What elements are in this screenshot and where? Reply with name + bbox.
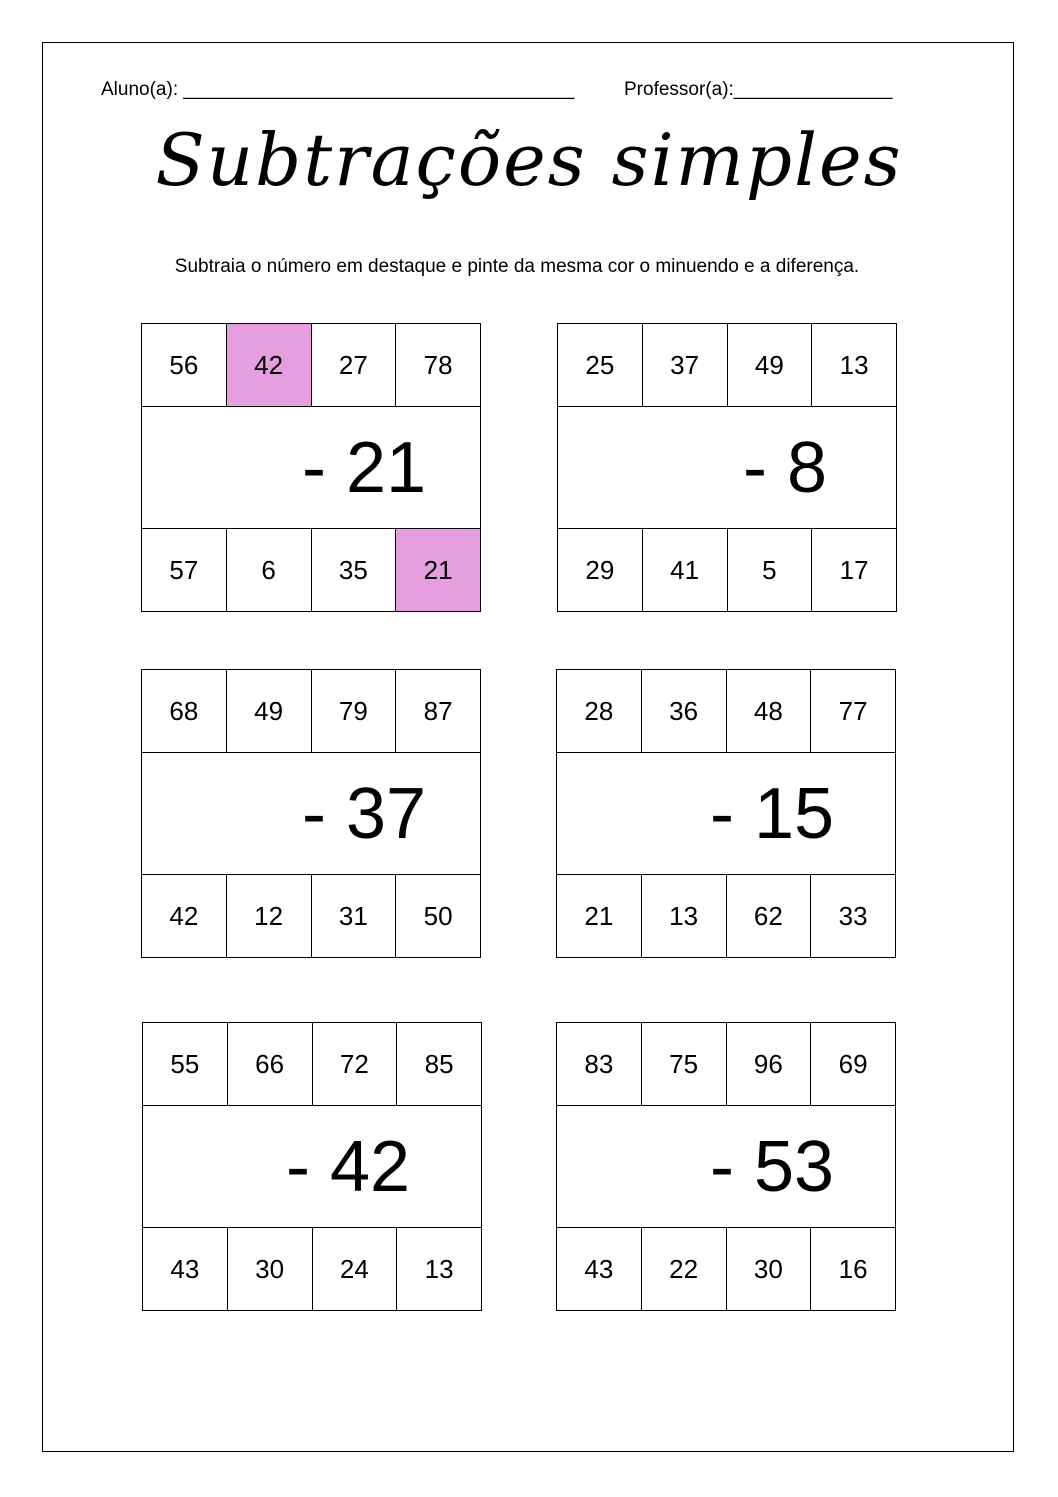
minuend-cell[interactable]: 55: [143, 1023, 228, 1105]
minuend-cell[interactable]: 48: [727, 670, 812, 752]
difference-cell[interactable]: 5: [728, 529, 813, 611]
difference-cell[interactable]: 13: [642, 875, 727, 957]
difference-cell[interactable]: 33: [838, 900, 868, 931]
difference-row: [557, 874, 895, 957]
minuend-cell[interactable]: 49: [227, 670, 312, 752]
difference-cell[interactable]: 30: [727, 1228, 812, 1310]
minuend-row: [143, 1023, 481, 1106]
subtraction-card-2: [557, 323, 897, 612]
difference-cell[interactable]: 62: [727, 875, 812, 957]
minuend-cell[interactable]: 78: [423, 349, 453, 380]
difference-cell[interactable]: 31: [312, 875, 397, 957]
difference-cell[interactable]: 13: [424, 1253, 454, 1284]
minuend-cell[interactable]: 96: [727, 1023, 812, 1105]
difference-row: [557, 1227, 895, 1310]
instruction-text: Subtraia o número em destaque e pinte da mesma cor o minuendo e a diferença.: [174, 256, 860, 277]
difference-cell[interactable]: 24: [313, 1228, 398, 1310]
minuend-cell[interactable]: 28: [557, 670, 642, 752]
minuend-row: [557, 670, 895, 753]
difference-cell[interactable]: 35: [312, 529, 397, 611]
minuend-cell[interactable]: 77: [838, 695, 868, 726]
minuend-cell[interactable]: 68: [142, 670, 227, 752]
minuend-cell[interactable]: 72: [313, 1023, 398, 1105]
minuend-cell[interactable]: 36: [642, 670, 727, 752]
minuend-cell[interactable]: 27: [312, 324, 397, 406]
minuend-cell[interactable]: 66: [228, 1023, 313, 1105]
difference-cell[interactable]: 30: [228, 1228, 313, 1310]
student-name-field[interactable]: Aluno(a): _____________________________________: [101, 79, 575, 100]
difference-cell[interactable]: 43: [557, 1228, 642, 1310]
minuend-row: [557, 1023, 895, 1106]
difference-cell[interactable]: 21: [557, 875, 642, 957]
subtrahend-value: - 21: [302, 427, 427, 508]
minuend-cell[interactable]: 13: [839, 349, 869, 380]
minuend-cell-highlighted[interactable]: 42: [227, 324, 312, 406]
subtrahend-area: [557, 753, 895, 874]
subtrahend-value: - 53: [710, 1126, 835, 1207]
minuend-cell[interactable]: 49: [728, 324, 813, 406]
difference-cell[interactable]: 6: [227, 529, 312, 611]
subtrahend-area: [142, 407, 480, 528]
difference-cell[interactable]: 17: [839, 554, 869, 585]
subtrahend-area: [142, 753, 480, 874]
subtrahend-area: [143, 1106, 481, 1227]
minuend-cell[interactable]: 79: [312, 670, 397, 752]
subtraction-card-5: [142, 1022, 482, 1311]
subtrahend-value: - 42: [286, 1126, 411, 1207]
difference-row: [142, 874, 480, 957]
minuend-cell[interactable]: 56: [142, 324, 227, 406]
minuend-cell[interactable]: 75: [642, 1023, 727, 1105]
difference-cell[interactable]: 42: [142, 875, 227, 957]
minuend-cell[interactable]: 83: [557, 1023, 642, 1105]
difference-cell[interactable]: 43: [143, 1228, 228, 1310]
subtraction-card-3: [141, 669, 481, 958]
minuend-cell[interactable]: 37: [643, 324, 728, 406]
subtraction-card-6: [556, 1022, 896, 1311]
subtrahend-value: - 8: [743, 427, 828, 508]
subtrahend-value: - 37: [302, 773, 427, 854]
subtrahend-area: [558, 407, 896, 528]
difference-row: [143, 1227, 481, 1310]
minuend-cell[interactable]: 25: [558, 324, 643, 406]
subtraction-card-4: [556, 669, 896, 958]
minuend-row: [558, 324, 896, 407]
difference-cell[interactable]: 22: [642, 1228, 727, 1310]
difference-cell[interactable]: 16: [838, 1253, 868, 1284]
subtrahend-area: [557, 1106, 895, 1227]
teacher-name-field[interactable]: Professor(a):_______________: [624, 79, 893, 100]
difference-cell[interactable]: 29: [558, 529, 643, 611]
subtraction-card-1: [141, 323, 481, 612]
difference-cell[interactable]: 50: [423, 900, 453, 931]
difference-cell-highlighted[interactable]: 21: [396, 529, 480, 611]
difference-row: [142, 528, 480, 611]
subtrahend-value: - 15: [710, 773, 835, 854]
minuend-row: [142, 670, 480, 753]
difference-row: [558, 528, 896, 611]
minuend-cell[interactable]: 69: [838, 1048, 868, 1079]
minuend-cell[interactable]: 87: [423, 695, 453, 726]
worksheet-title: Subtrações simples: [155, 118, 903, 202]
minuend-row: [142, 324, 480, 407]
difference-cell[interactable]: 41: [643, 529, 728, 611]
minuend-cell[interactable]: 85: [424, 1048, 454, 1079]
difference-cell[interactable]: 57: [142, 529, 227, 611]
difference-cell[interactable]: 12: [227, 875, 312, 957]
